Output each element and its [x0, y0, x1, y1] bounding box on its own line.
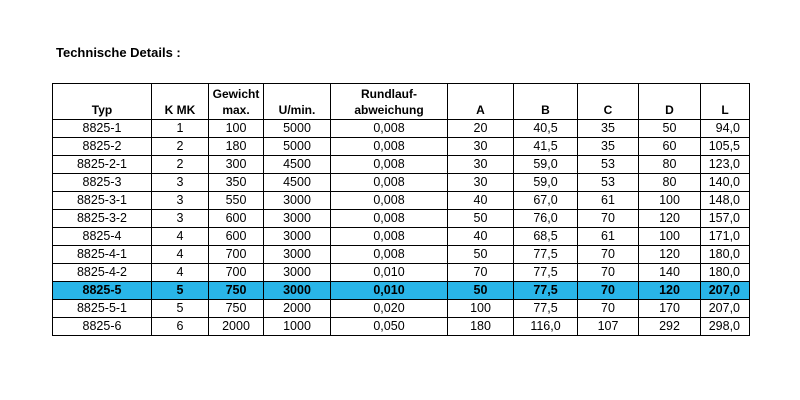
cell-l: 123,0	[701, 156, 750, 174]
table-row	[53, 246, 750, 264]
cell-gewicht: 700	[209, 264, 264, 282]
cell-umin: 4500	[264, 156, 331, 174]
cell-kmk: 2	[152, 138, 209, 156]
cell-c: 70	[578, 246, 639, 264]
cell-b: 77,5	[514, 282, 578, 300]
cell-kmk: 1	[152, 120, 209, 138]
table-body	[53, 120, 750, 336]
cell-rundlauf: 0,008	[331, 210, 448, 228]
cell-d: 120	[639, 210, 701, 228]
cell-a: 40	[448, 192, 514, 210]
cell-umin: 3000	[264, 246, 331, 264]
cell-a: 180	[448, 318, 514, 336]
cell-gewicht: 300	[209, 156, 264, 174]
table-row	[53, 138, 750, 156]
cell-rundlauf: 0,008	[331, 246, 448, 264]
cell-umin: 3000	[264, 282, 331, 300]
cell-l: 298,0	[701, 318, 750, 336]
cell-b: 59,0	[514, 156, 578, 174]
table-row	[53, 264, 750, 282]
cell-c: 53	[578, 174, 639, 192]
table-row	[53, 228, 750, 246]
cell-gewicht: 600	[209, 228, 264, 246]
cell-c: 61	[578, 228, 639, 246]
cell-c: 107	[578, 318, 639, 336]
cell-l: 157,0	[701, 210, 750, 228]
cell-rundlauf: 0,020	[331, 300, 448, 318]
cell-l: 148,0	[701, 192, 750, 210]
col-header-rundlauf: Rundlauf- abweichung	[331, 84, 448, 120]
cell-gewicht: 750	[209, 282, 264, 300]
cell-b: 68,5	[514, 228, 578, 246]
cell-kmk: 6	[152, 318, 209, 336]
cell-rundlauf: 0,008	[331, 120, 448, 138]
table-row	[53, 282, 750, 300]
table-row	[53, 210, 750, 228]
cell-typ: 8825-4-2	[53, 264, 152, 282]
cell-umin: 3000	[264, 192, 331, 210]
cell-typ: 8825-5	[53, 282, 152, 300]
cell-a: 20	[448, 120, 514, 138]
cell-kmk: 3	[152, 210, 209, 228]
cell-typ: 8825-3-2	[53, 210, 152, 228]
col-header-b: B	[514, 84, 578, 120]
cell-gewicht: 350	[209, 174, 264, 192]
cell-typ: 8825-2	[53, 138, 152, 156]
cell-c: 70	[578, 264, 639, 282]
cell-a: 30	[448, 138, 514, 156]
cell-l: 140,0	[701, 174, 750, 192]
cell-l: 171,0	[701, 228, 750, 246]
cell-rundlauf: 0,008	[331, 192, 448, 210]
col-header-umin: U/min.	[264, 84, 331, 120]
cell-rundlauf: 0,008	[331, 174, 448, 192]
cell-b: 41,5	[514, 138, 578, 156]
cell-kmk: 5	[152, 282, 209, 300]
cell-umin: 1000	[264, 318, 331, 336]
table-row	[53, 156, 750, 174]
cell-rundlauf: 0,010	[331, 282, 448, 300]
cell-kmk: 4	[152, 264, 209, 282]
cell-typ: 8825-4	[53, 228, 152, 246]
cell-b: 77,5	[514, 246, 578, 264]
cell-l: 94,0	[701, 120, 750, 138]
col-header-c: C	[578, 84, 639, 120]
cell-b: 59,0	[514, 174, 578, 192]
cell-a: 50	[448, 246, 514, 264]
cell-rundlauf: 0,008	[331, 156, 448, 174]
cell-l: 180,0	[701, 246, 750, 264]
cell-kmk: 3	[152, 174, 209, 192]
cell-umin: 2000	[264, 300, 331, 318]
cell-a: 50	[448, 282, 514, 300]
cell-l: 207,0	[701, 300, 750, 318]
cell-d: 100	[639, 228, 701, 246]
cell-gewicht: 700	[209, 246, 264, 264]
cell-b: 77,5	[514, 264, 578, 282]
cell-d: 80	[639, 156, 701, 174]
cell-a: 100	[448, 300, 514, 318]
cell-umin: 5000	[264, 138, 331, 156]
cell-typ: 8825-2-1	[53, 156, 152, 174]
col-header-a: A	[448, 84, 514, 120]
col-header-gewicht: Gewicht max.	[209, 84, 264, 120]
cell-d: 120	[639, 282, 701, 300]
cell-d: 140	[639, 264, 701, 282]
page-title: Technische Details :	[56, 45, 181, 60]
cell-d: 80	[639, 174, 701, 192]
cell-b: 67,0	[514, 192, 578, 210]
cell-d: 170	[639, 300, 701, 318]
table-header-row	[53, 84, 750, 120]
cell-a: 30	[448, 174, 514, 192]
cell-c: 53	[578, 156, 639, 174]
cell-typ: 8825-4-1	[53, 246, 152, 264]
cell-c: 70	[578, 210, 639, 228]
cell-b: 76,0	[514, 210, 578, 228]
cell-c: 70	[578, 282, 639, 300]
cell-rundlauf: 0,010	[331, 264, 448, 282]
cell-rundlauf: 0,050	[331, 318, 448, 336]
col-header-l: L	[701, 84, 750, 120]
cell-gewicht: 2000	[209, 318, 264, 336]
cell-kmk: 3	[152, 192, 209, 210]
cell-typ: 8825-3	[53, 174, 152, 192]
col-header-kmk: K MK	[152, 84, 209, 120]
cell-l: 180,0	[701, 264, 750, 282]
cell-a: 70	[448, 264, 514, 282]
cell-rundlauf: 0,008	[331, 228, 448, 246]
cell-c: 35	[578, 120, 639, 138]
cell-d: 292	[639, 318, 701, 336]
table-row	[53, 318, 750, 336]
cell-umin: 3000	[264, 264, 331, 282]
cell-d: 50	[639, 120, 701, 138]
cell-l: 105,5	[701, 138, 750, 156]
cell-gewicht: 180	[209, 138, 264, 156]
cell-a: 40	[448, 228, 514, 246]
cell-typ: 8825-3-1	[53, 192, 152, 210]
table-row	[53, 192, 750, 210]
cell-a: 30	[448, 156, 514, 174]
cell-b: 116,0	[514, 318, 578, 336]
cell-c: 70	[578, 300, 639, 318]
cell-umin: 5000	[264, 120, 331, 138]
cell-kmk: 4	[152, 228, 209, 246]
cell-rundlauf: 0,008	[331, 138, 448, 156]
cell-gewicht: 600	[209, 210, 264, 228]
cell-d: 60	[639, 138, 701, 156]
technical-details-table	[52, 83, 750, 336]
cell-typ: 8825-6	[53, 318, 152, 336]
cell-gewicht: 100	[209, 120, 264, 138]
cell-l: 207,0	[701, 282, 750, 300]
cell-typ: 8825-1	[53, 120, 152, 138]
col-header-typ: Typ	[53, 84, 152, 120]
cell-b: 77,5	[514, 300, 578, 318]
cell-typ: 8825-5-1	[53, 300, 152, 318]
cell-d: 100	[639, 192, 701, 210]
cell-d: 120	[639, 246, 701, 264]
cell-gewicht: 750	[209, 300, 264, 318]
cell-umin: 4500	[264, 174, 331, 192]
cell-c: 35	[578, 138, 639, 156]
cell-c: 61	[578, 192, 639, 210]
cell-kmk: 5	[152, 300, 209, 318]
cell-umin: 3000	[264, 228, 331, 246]
cell-kmk: 2	[152, 156, 209, 174]
cell-kmk: 4	[152, 246, 209, 264]
col-header-d: D	[639, 84, 701, 120]
table-row	[53, 300, 750, 318]
cell-gewicht: 550	[209, 192, 264, 210]
table-row	[53, 174, 750, 192]
cell-umin: 3000	[264, 210, 331, 228]
cell-b: 40,5	[514, 120, 578, 138]
table-row	[53, 120, 750, 138]
cell-a: 50	[448, 210, 514, 228]
